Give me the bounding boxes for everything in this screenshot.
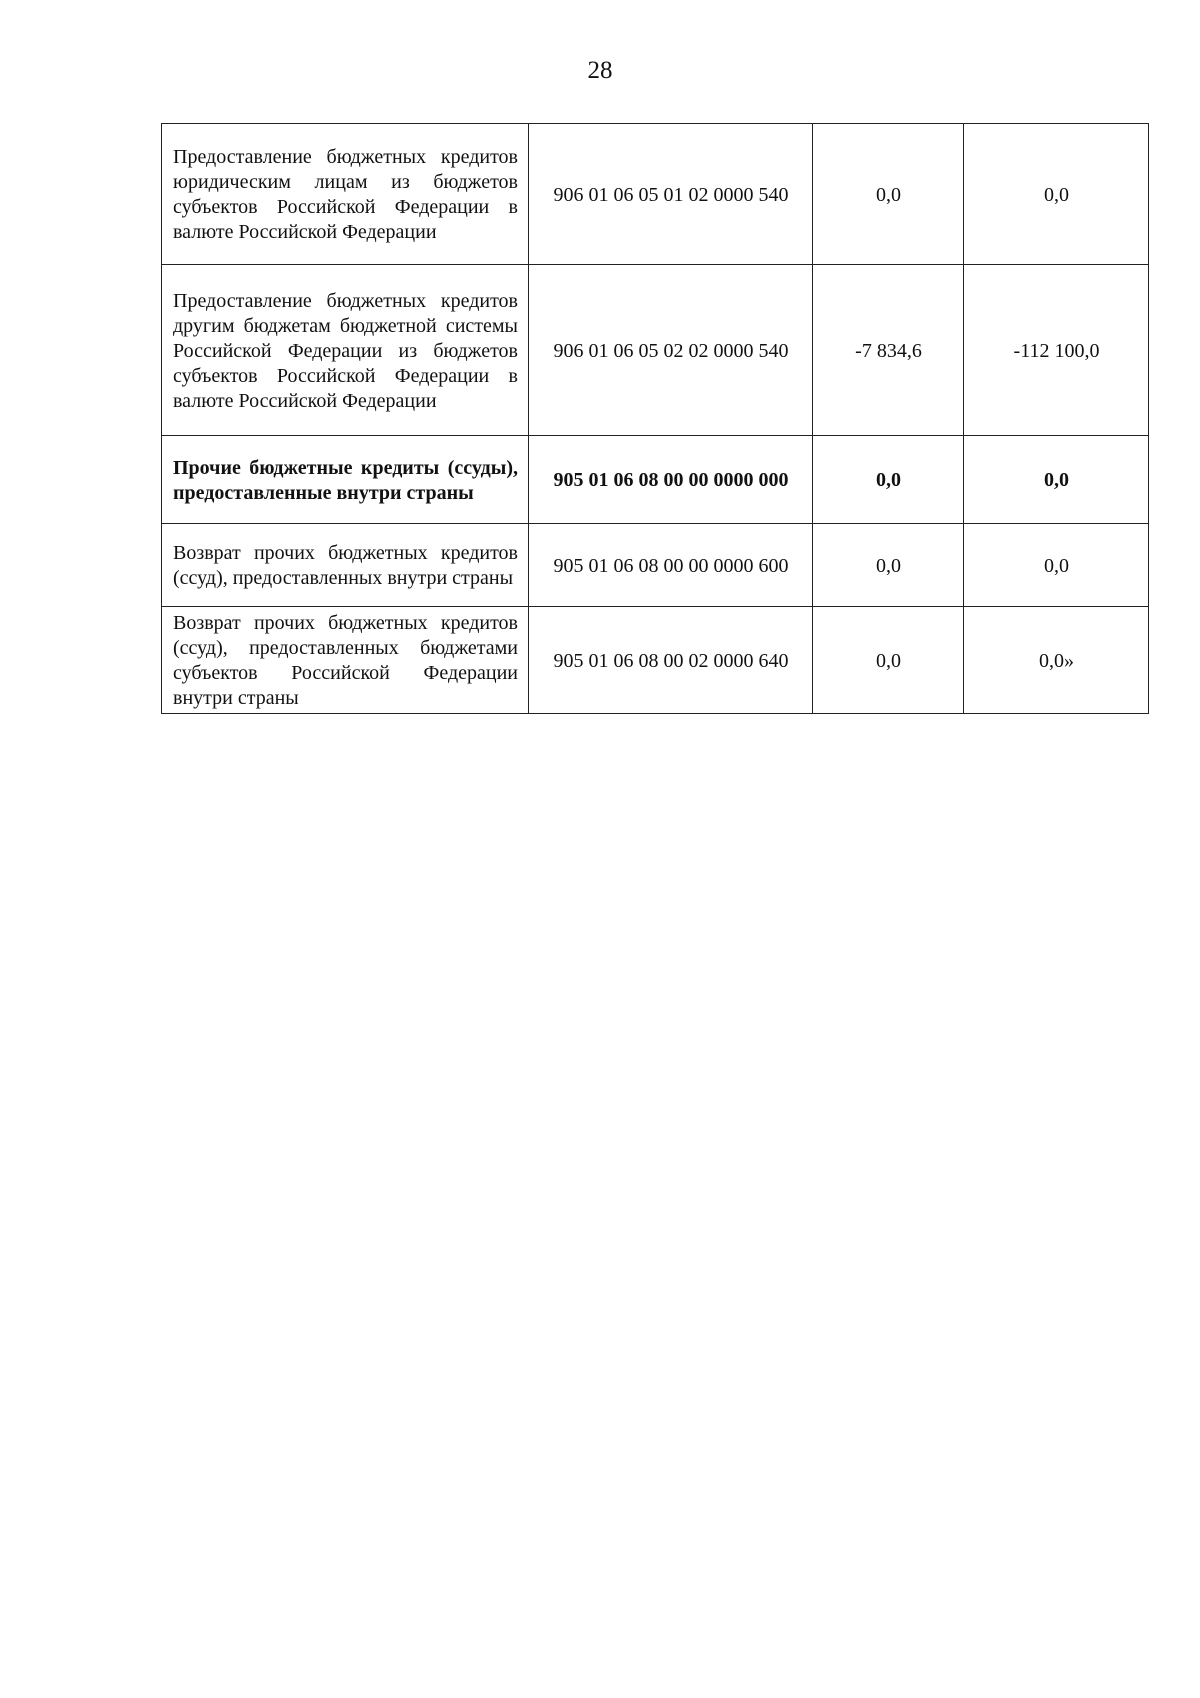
page-number: 28 <box>587 57 613 84</box>
table-row <box>162 524 1149 607</box>
row-name: Возврат прочих бюджетных кредитов (ссуд), предоставленных внутри страны <box>162 524 529 607</box>
row-value-1: 0,0 <box>813 124 964 265</box>
row-code: 905 01 06 08 00 02 0000 640 <box>529 607 813 714</box>
row-value-2: 0,0 <box>964 124 1149 265</box>
row-name: Возврат прочих бюджетных кредитов (ссуд), предоставленных бюджетами субъектов Российской Федерации внутри страны <box>162 607 529 714</box>
row-value-1: 0,0 <box>813 607 964 714</box>
row-value-1: -7 834,6 <box>813 265 964 436</box>
table-row <box>162 436 1149 524</box>
row-code: 905 01 06 08 00 00 0000 000 <box>529 436 813 524</box>
row-name: Предоставление бюджетных кредитов юридическим лицам из бюджетов субъектов Российской Федерации в валюте Российской Федерации <box>162 124 529 265</box>
table-row <box>162 265 1149 436</box>
table-row <box>162 607 1149 714</box>
row-value-2: 0,0» <box>964 607 1149 714</box>
row-name: Предоставление бюджетных кредитов другим бюджетам бюджетной системы Российской Федерации из бюджетов субъектов Российской Федерации в валюте Российской Федерации <box>162 265 529 436</box>
row-code: 905 01 06 08 00 00 0000 600 <box>529 524 813 607</box>
row-code: 906 01 06 05 01 02 0000 540 <box>529 124 813 265</box>
row-value-2: 0,0 <box>964 524 1149 607</box>
row-value-1: 0,0 <box>813 436 964 524</box>
budget-sources-table <box>161 123 1149 714</box>
row-value-2: -112 100,0 <box>964 265 1149 436</box>
row-value-2: 0,0 <box>964 436 1149 524</box>
row-code: 906 01 06 05 02 02 0000 540 <box>529 265 813 436</box>
table-row <box>162 124 1149 265</box>
row-name: Прочие бюджетные кредиты (ссуды), предоставленные внутри страны <box>162 436 529 524</box>
row-value-1: 0,0 <box>813 524 964 607</box>
